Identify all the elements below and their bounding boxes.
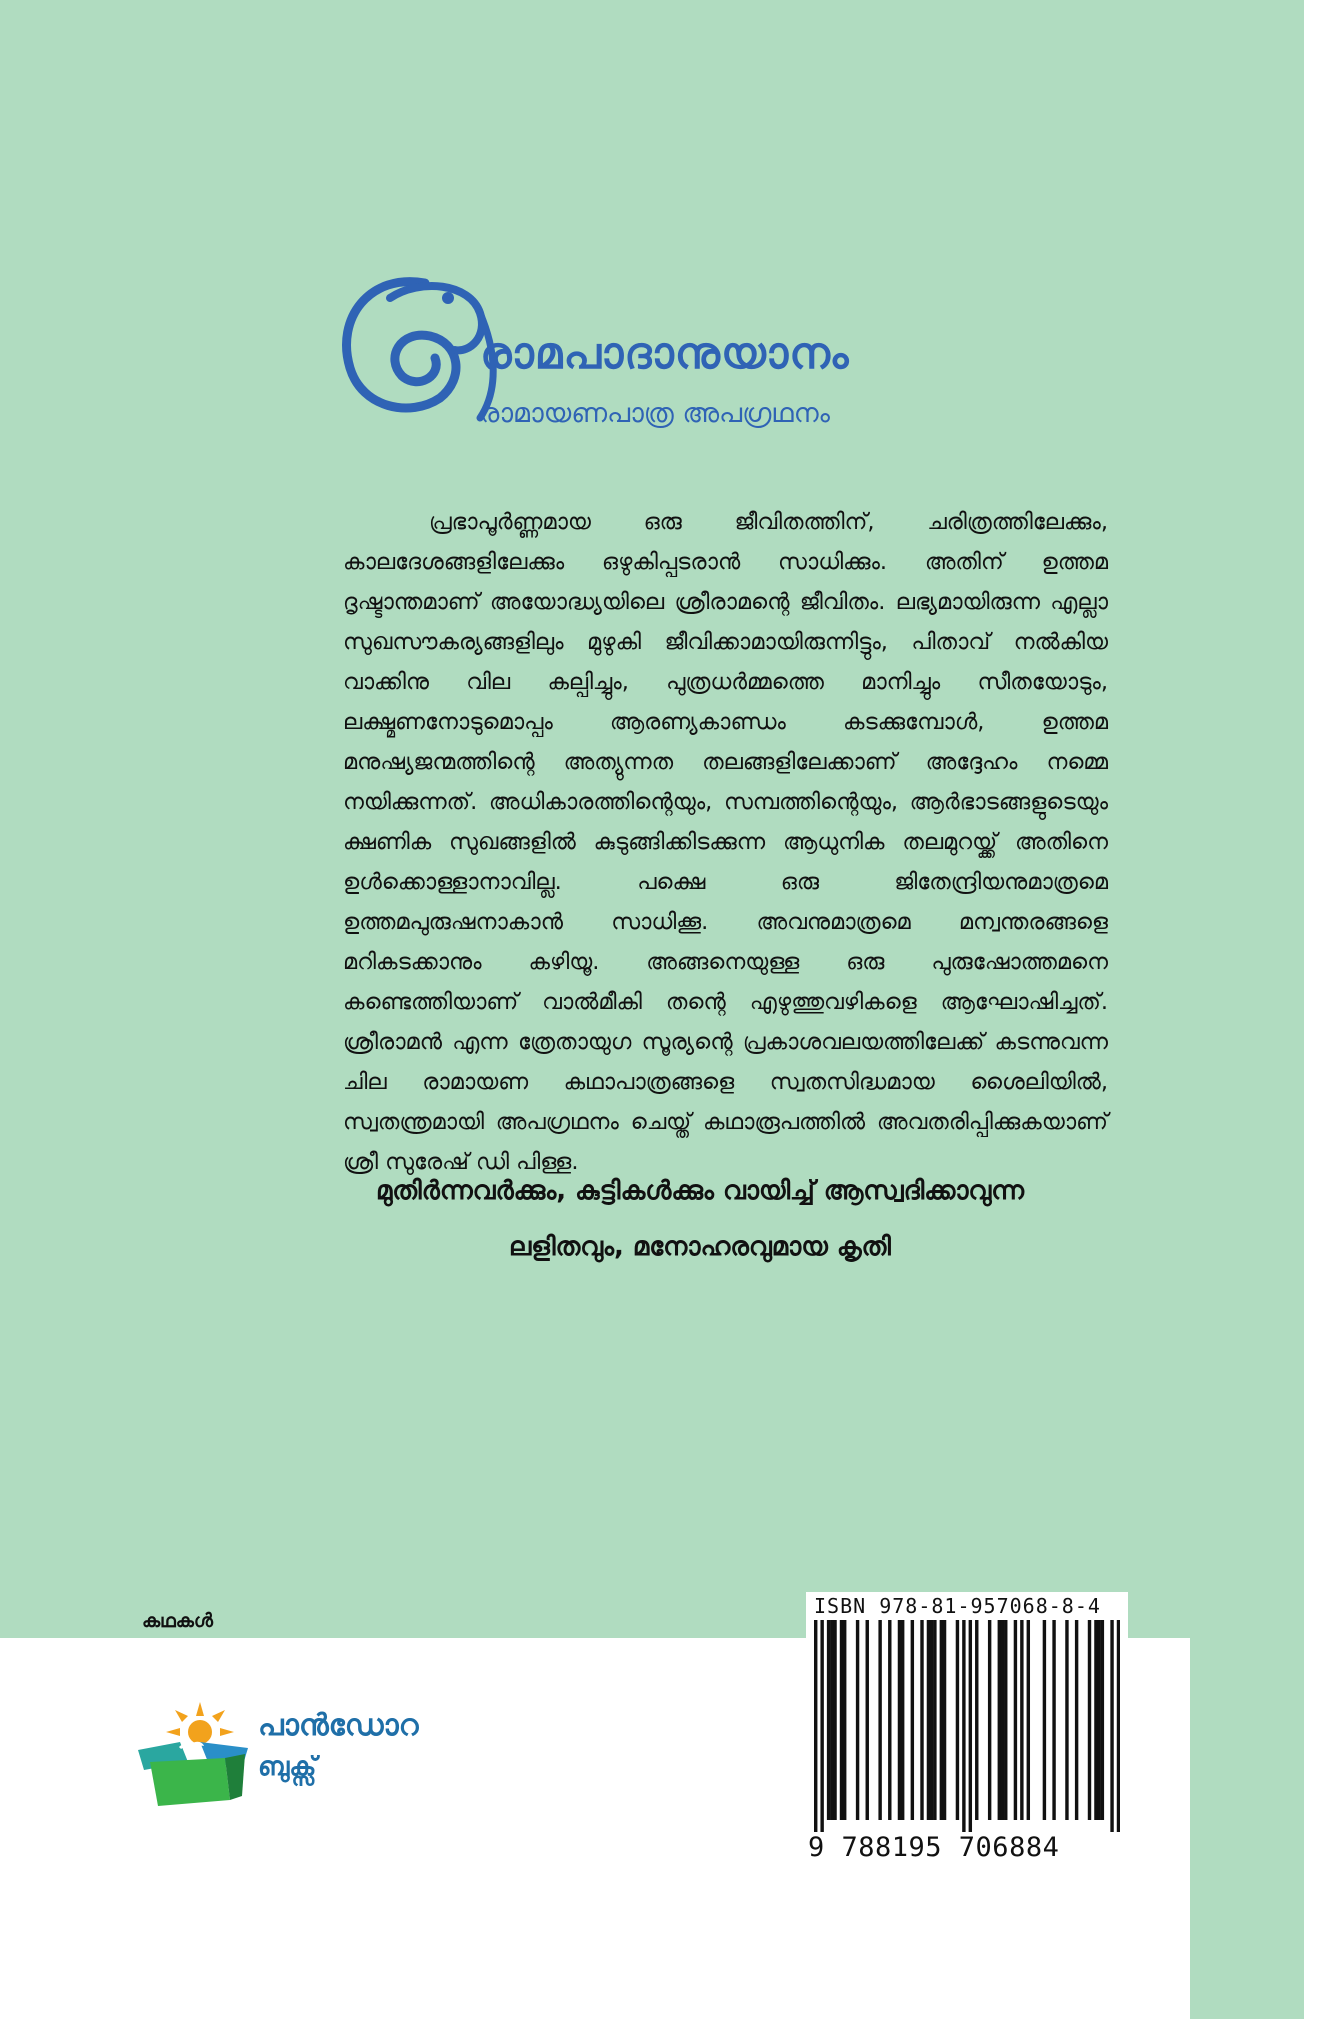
- barcode-bar: [1117, 1620, 1120, 1832]
- barcode-bar: [930, 1620, 933, 1820]
- barcode-bar: [1101, 1620, 1104, 1820]
- barcode-bar: [998, 1620, 1001, 1820]
- barcode-bar: [827, 1620, 830, 1820]
- publisher-logo: [130, 1700, 450, 1810]
- barcode-bar: [933, 1620, 936, 1820]
- isbn-barcode: [806, 1592, 1128, 1864]
- book-title: രാമപാദാനുയാനം: [480, 328, 850, 379]
- barcode-bar: [833, 1620, 836, 1820]
- barcode-bar: [1052, 1620, 1055, 1820]
- back-cover-blurb: പ്രഭാപൂർണ്ണമായ ഒരു ജീവിതത്തിന്, ചരിത്രത്തിലേക്കും, കാലദേശങ്ങളിലേക്കും ഒഴുകിപ്പടരാൻ സാധിക്കും. അതിന് ഉത്തമ ദൃഷ്ടാന്തമാണ് അയോദ്ധ്യയിലെ ശ്രീരാമന്റെ ജീവിതം. ലഭ്യമായിരുന്ന എല്ലാ സുഖസൗകര്യങ്ങളിലും മുഴുകി ജീവിക്കാമായിരുന്നിട്ടും, പിതാവ് നൽകിയ വാക്കിനു വില കല്പിച്ചും, പുത്രധർമ്മത്തെ മാനിച്ചും സീതയോടും, ലക്ഷ്മണനോടുമൊപ്പം ആരണ്യകാണ്ഡം കടക്കുമ്പോൾ, ഉത്തമ മനുഷ്യജന്മത്തിന്റെ അത്യുന്നത തലങ്ങളിലേക്കാണ് അദ്ദേഹം നമ്മെ നയിക്കുന്നത്. അധികാരത്തിന്റെയും, സമ്പത്തിന്റെയും, ആർഭാടങ്ങളുടെയും ക്ഷണിക സുഖങ്ങളിൽ കുടുങ്ങിക്കിടക്കുന്ന ആധുനിക തലമുറയ്ക്ക് അതിനെ ഉൾക്കൊള്ളാനാവില്ല. പക്ഷെ ഒരു ജിതേന്ദ്രിയനുമാത്രമെ ഉത്തമപുരുഷനാകാൻ സാധിക്കൂ. അവനുമാത്രമെ മന്വന്തരങ്ങളെ മറികടക്കാനും കഴിയൂ. അങ്ങനെയുള്ള ഒരു പുരുഷോത്തമനെ കണ്ടെത്തിയാണ് വാൽമീകി തന്റെ എഴുത്തുവഴികളെ ആഘോഷിച്ചത്. ശ്രീരാമൻ എന്ന ത്രേതായുഗ സൂര്യന്റെ പ്രകാശവലയത്തിലേക്ക് കടന്നുവന്ന ചില രാമായണ കഥാപാത്രങ്ങളെ സ്വതസിദ്ധമായ ശൈലിയിൽ, സ്വതന്ത്രമായി അപഗ്രഥനം ചെയ്ത് കഥാരൂപത്തിൽ അവതരിപ്പിക്കുകയാണ് ശ്രീ സുരേഷ് ഡി പിള്ള.: [343, 509, 1108, 1175]
- barcode-bar: [888, 1620, 891, 1820]
- right-edge-strip: [1304, 0, 1318, 2019]
- barcode-bar: [820, 1620, 823, 1832]
- barcode-bar: [969, 1620, 972, 1832]
- barcode-bar: [843, 1620, 846, 1820]
- barcode-bar: [1094, 1620, 1097, 1820]
- barcode-bar: [1110, 1620, 1113, 1832]
- isbn-label: ISBN 978-81-957068-8-4: [814, 1594, 1101, 1618]
- barcode-bar: [901, 1620, 904, 1820]
- barcode-bars: [814, 1620, 1120, 1832]
- barcode-bar: [988, 1620, 991, 1820]
- publisher-name-line-2: ബുക്സ്: [258, 1752, 317, 1782]
- open-box-sun-icon: [130, 1700, 255, 1810]
- barcode-bar: [1027, 1620, 1030, 1820]
- tagline-line-1: മുതിർന്നവർക്കും, കുട്ടികൾക്കും വായിച്ച് ആസ്വദിക്കാവുന്ന: [375, 1176, 1025, 1206]
- barcode-bar: [1043, 1620, 1046, 1820]
- publisher-name-line-1: പാൻഡോറ: [258, 1708, 419, 1743]
- barcode-bar: [911, 1620, 914, 1820]
- barcode-bar: [1075, 1620, 1078, 1820]
- barcode-bar: [956, 1620, 959, 1820]
- barcode-digits: 9 788195 706884: [808, 1832, 1060, 1863]
- barcode-bar: [814, 1620, 817, 1832]
- barcode-bar: [830, 1620, 833, 1820]
- barcode-bar: [1001, 1620, 1004, 1820]
- barcode-bar: [856, 1620, 859, 1820]
- barcode-bar: [866, 1620, 869, 1820]
- genre-label: കഥകൾ: [142, 1610, 213, 1632]
- barcode-bar: [840, 1620, 843, 1820]
- barcode-bar: [1065, 1620, 1068, 1820]
- barcode-bar: [1097, 1620, 1100, 1820]
- barcode-bar: [940, 1620, 943, 1820]
- barcode-bar: [975, 1620, 978, 1820]
- barcode-bar: [1004, 1620, 1007, 1820]
- barcode-bar: [920, 1620, 923, 1820]
- barcode-bar: [1088, 1620, 1091, 1820]
- barcode-bar: [878, 1620, 881, 1820]
- barcode-bar: [898, 1620, 901, 1820]
- book-subtitle: രാമായണപാത്ര അപഗ്രഥനം: [480, 398, 830, 429]
- barcode-bar: [927, 1620, 930, 1820]
- barcode-bar: [1020, 1620, 1023, 1820]
- tagline-line-2: ലളിതവും, മനോഹരവുമായ കൃതി: [509, 1232, 891, 1262]
- barcode-bar: [943, 1620, 946, 1820]
- title-block: [330, 258, 1090, 458]
- barcode-bar: [962, 1620, 965, 1832]
- barcode-bar: [1014, 1620, 1017, 1820]
